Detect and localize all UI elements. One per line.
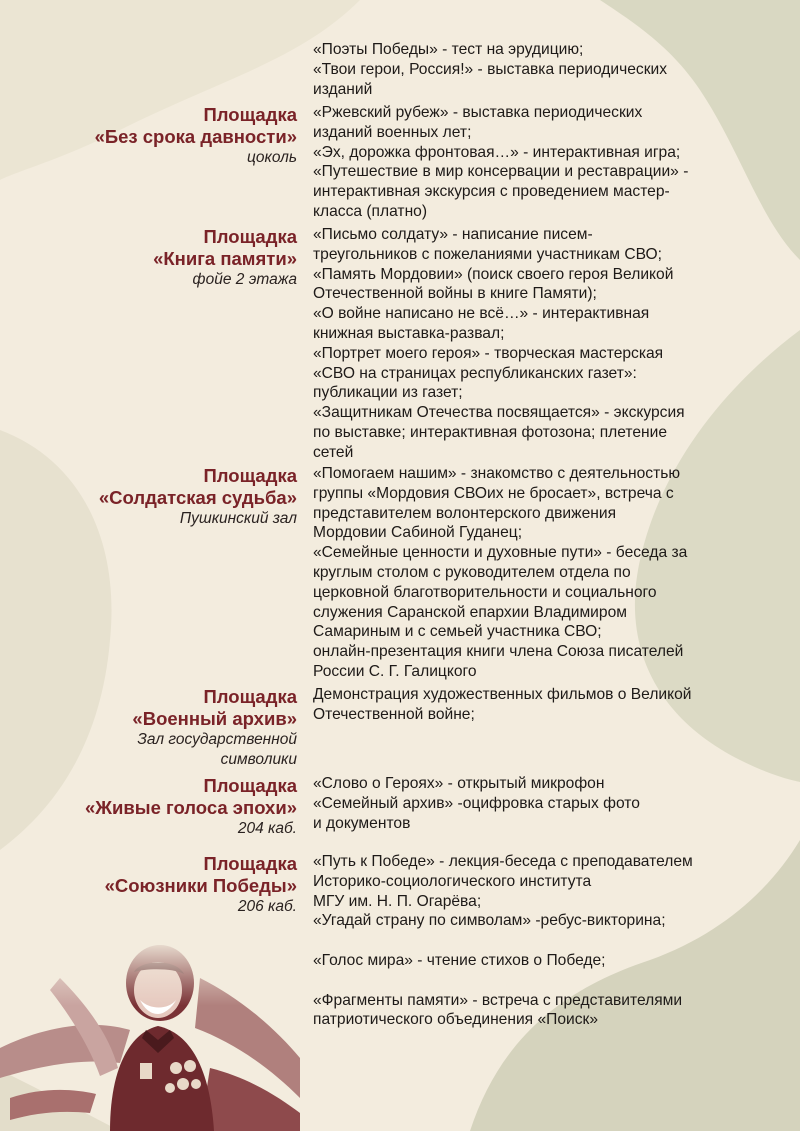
description-line: «Письмо солдату» - написание писем-: [313, 226, 593, 243]
description-line: треугольников с пожеланиями участникам СВО;: [313, 245, 662, 263]
description-line: интерактивная экскурсия с проведением мастер-: [313, 183, 670, 201]
description-line: «Фрагменты памяти» - встреча с представителями: [313, 991, 683, 1009]
section-label: Площадка: [203, 853, 297, 874]
description-line: круглым столом с руководителем отдела по: [313, 563, 631, 581]
description-line: онлайн-презентация книги члена Союза писателей: [313, 643, 684, 661]
description-line: и документов: [313, 814, 411, 832]
section-location: 204 каб.: [237, 820, 297, 837]
description-line: «Портрет моего героя» - творческая мастерская: [313, 344, 664, 362]
section-description-kniga-pamyati: [313, 225, 793, 463]
description-line: книжная выставка-развал;: [313, 324, 505, 342]
section-heading-kniga-pamyati: [7, 226, 297, 290]
description-line: «Семейный архив» -оцифровка старых фото: [313, 794, 640, 812]
section-title: «Без срока давности»: [94, 126, 297, 147]
section-location: Зал государственной: [137, 731, 297, 748]
section-description-bez-sroka: [313, 103, 793, 222]
description-line: «Путешествие в мир консервации и реставрации» -: [313, 163, 689, 181]
intro-description: [313, 40, 793, 99]
description-line: «Память Мордовии» (поиск своего героя Великой: [313, 265, 674, 283]
section-label: Площадка: [203, 104, 297, 125]
description-line: сетей: [313, 443, 354, 461]
description-line: служения Саранской епархии Владимиром: [313, 603, 627, 621]
description-line: Мордовии Сабиной Гуданец;: [313, 524, 523, 542]
description-line: церковной благотворительности и социального: [313, 583, 657, 601]
description-line: представителем волонтерского движения: [313, 504, 617, 522]
description-line: Отечественной войны в книге Памяти);: [313, 285, 597, 303]
section-heading-voenny-arhiv: [7, 686, 297, 770]
description-line: «Путь к Победе» - лекция-беседа с преподавателем: [313, 853, 693, 870]
section-title: «Союзники Победы»: [104, 875, 297, 896]
description-line: России С. Г. Галицкого: [313, 662, 477, 680]
spacer: [313, 971, 793, 991]
description-line: «Защитникам Отечества посвящается» - экскурсия: [313, 404, 685, 422]
description-line: класса (платно): [313, 202, 428, 220]
description-line: публикации из газет;: [313, 384, 463, 402]
section-location: символики: [220, 751, 297, 768]
description-line: «Ржевский рубеж» - выставка периодических: [313, 104, 643, 121]
section-location: цоколь: [247, 149, 297, 166]
section-label: Площадка: [203, 775, 297, 796]
section-description-zhivye-golosa: [313, 774, 793, 833]
description-line: «Помогаем нашим» - знакомство с деятельностью: [313, 465, 681, 482]
section-heading-soldatskaya-sudba: [7, 465, 297, 529]
description-line: Историко-социологического института: [313, 872, 592, 890]
description-line: изданий военных лет;: [313, 123, 472, 141]
description-line: «О войне написано не всё…» - интерактивная: [313, 305, 650, 323]
description-line: Отечественной войне;: [313, 705, 475, 723]
section-title: «Военный архив»: [132, 708, 297, 729]
section-location: Пушкинский зал: [179, 510, 297, 527]
section-title: «Живые голоса эпохи»: [85, 797, 297, 818]
description-line: «Угадай страну по символам» -ребус-викторина;: [313, 912, 666, 930]
section-description-soldatskaya-sudba: [313, 464, 793, 682]
section-description-soyuzniki-pobedy: [313, 852, 793, 1030]
description-line: Самариным и с семьей участника СВО;: [313, 623, 602, 641]
description-line: патриотического объединения «Поиск»: [313, 1011, 599, 1029]
intro-line: «Твои герои, Россия!» - выставка периодических: [313, 60, 668, 78]
description-line: по выставке; интерактивная фотозона; плетение: [313, 423, 668, 441]
section-heading-bez-sroka: [7, 104, 297, 168]
section-description-voenny-arhiv: [313, 685, 793, 725]
intro-line: «Поэты Победы» - тест на эрудицию;: [313, 41, 584, 58]
description-line: «Семейные ценности и духовные пути» - беседа за: [313, 544, 688, 562]
section-title: «Книга памяти»: [153, 248, 297, 269]
spacer: [313, 931, 793, 951]
section-location: фойе 2 этажа: [192, 271, 297, 288]
description-line: «Голос мира» - чтение стихов о Победе;: [313, 951, 606, 969]
section-heading-zhivye-golosa: [7, 775, 297, 839]
description-line: «СВО на страницах республиканских газет»:: [313, 364, 637, 382]
description-line: «Слово о Героях» - открытый микрофон: [313, 775, 605, 792]
section-heading-soyuzniki-pobedy: [7, 853, 297, 917]
section-label: Площадка: [203, 226, 297, 247]
section-label: Площадка: [203, 686, 297, 707]
description-line: группы «Мордовия СВОих не бросает», встреча с: [313, 484, 674, 502]
section-location: 206 каб.: [237, 898, 297, 915]
section-title: «Солдатская судьба»: [98, 487, 297, 508]
description-line: Демонстрация художественных фильмов о Великой: [313, 686, 692, 703]
description-line: МГУ им. Н. П. Огарёва;: [313, 892, 482, 910]
description-line: «Эх, дорожка фронтовая…» - интерактивная игра;: [313, 143, 681, 161]
intro-line: изданий: [313, 80, 373, 98]
section-label: Площадка: [203, 465, 297, 486]
